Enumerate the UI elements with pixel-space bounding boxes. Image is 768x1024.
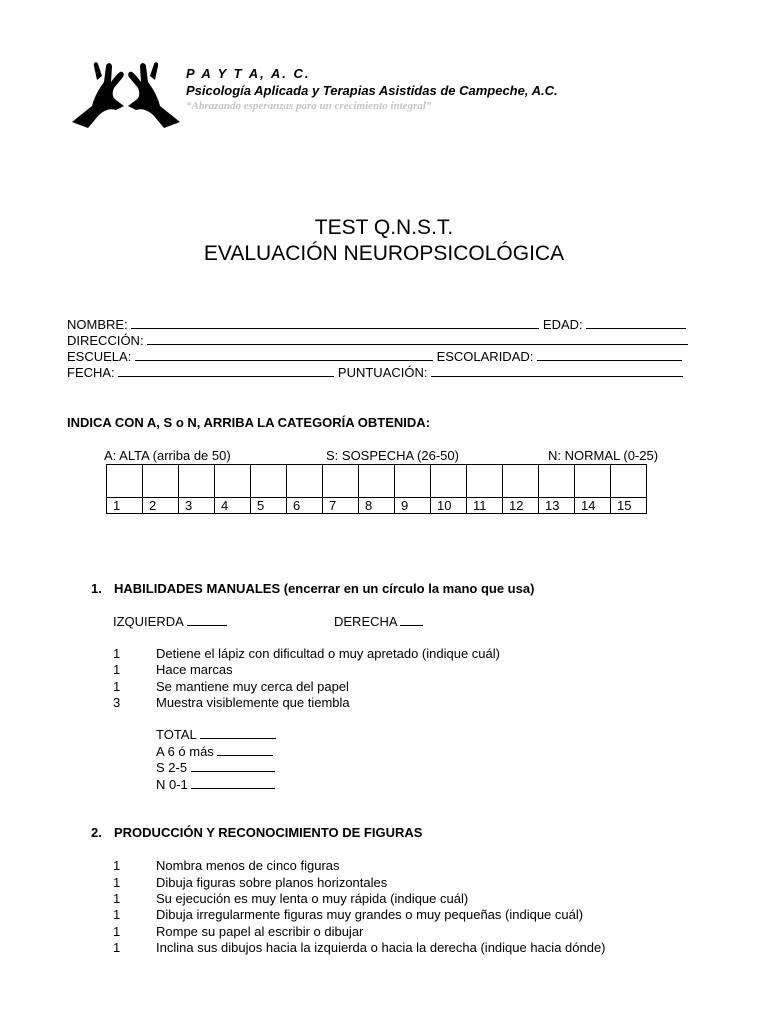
range-a-label: A 6 ó más [156,744,214,759]
category-cell[interactable] [395,465,431,498]
fecha-field[interactable] [118,365,334,377]
puntuacion-field[interactable] [431,365,683,377]
item-score: 1 [113,940,121,955]
category-number-row [107,498,647,514]
category-cell[interactable] [611,465,647,498]
nombre-label: NOMBRE: [67,317,128,332]
category-cell[interactable] [467,465,503,498]
item-score: 1 [113,679,121,694]
category-number: 3 [179,498,215,514]
escolaridad-field[interactable] [537,349,682,361]
item-score: 1 [113,907,121,922]
hands-heart-logo-icon [70,60,182,130]
category-cell[interactable] [359,465,395,498]
organization-motto: “Abrazando esperanzas para un crecimiento integral” [186,100,432,112]
category-cell[interactable] [431,465,467,498]
item-text: Rompe su papel al escribir o dibujar [156,924,364,939]
total-label: TOTAL [156,727,197,742]
item-text: Se mantiene muy cerca del papel [156,679,349,694]
section1-range-a [156,744,273,760]
category-cell[interactable] [539,465,575,498]
nombre-field[interactable] [131,317,539,329]
direccion-field[interactable] [147,333,688,345]
section1-number: 1. [91,581,102,596]
item-score: 1 [113,924,121,939]
category-answer-row [107,465,647,498]
category-cell[interactable] [143,465,179,498]
category-number: 5 [251,498,287,514]
range-a-field[interactable] [217,744,273,756]
range-s-field[interactable] [191,760,275,772]
escuela-field[interactable] [135,349,433,361]
category-number: 6 [287,498,323,514]
hand-choice-right [334,614,423,630]
category-table [106,464,647,514]
hand-choice-left [113,614,227,630]
edad-field[interactable] [586,317,686,329]
item-score: 1 [113,875,121,890]
category-number: 1 [107,498,143,514]
category-cell[interactable] [215,465,251,498]
item-text: Detiene el lápiz con dificultad o muy apretado (indique cuál) [156,646,500,661]
item-text: Su ejecución es muy lenta o muy rápida (indique cuál) [156,891,469,906]
escolaridad-label: ESCOLARIDAD: [436,349,534,364]
range-s-label: S 2-5 [156,760,188,775]
category-cell[interactable] [287,465,323,498]
item-text: Hace marcas [156,662,233,677]
category-number: 13 [539,498,575,514]
category-cell[interactable] [323,465,359,498]
category-cell[interactable] [107,465,143,498]
total-field[interactable] [200,727,276,739]
organization-acronym: P A Y T A, A. C. [186,66,311,81]
puntuacion-label: PUNTUACIÓN: [337,365,428,380]
category-number: 7 [323,498,359,514]
form-row-fecha [67,365,683,381]
range-n-field[interactable] [191,777,275,789]
item-score: 1 [113,858,121,873]
category-number: 14 [575,498,611,514]
category-cell[interactable] [575,465,611,498]
item-text: Inclina sus dibujos hacia la izquierda o hacia la derecha (indique hacia dónde) [156,940,606,955]
item-text: Muestra visiblemente que tiembla [156,695,350,710]
section2-number: 2. [91,825,102,840]
section2-title: PRODUCCIÓN Y RECONOCIMIENTO DE FIGURAS [114,825,423,840]
test-title: TEST Q.N.S.T. [314,216,454,239]
item-text: Dibuja irregularmente figuras muy grandes o muy pequeñas (indique cuál) [156,907,584,922]
category-alta-legend: A: ALTA (arriba de 50) [104,448,231,463]
category-number: 15 [611,498,647,514]
section1-range-n [156,777,275,793]
fecha-label: FECHA: [67,365,115,380]
organization-full-name: Psicología Aplicada y Terapias Asistidas de Campeche, A.C. [186,83,558,98]
section1-total [156,727,276,743]
derecha-label: DERECHA [334,614,397,629]
item-score: 1 [113,646,121,661]
izquierda-field[interactable] [187,614,227,626]
range-n-label: N 0-1 [156,777,188,792]
section1-range-s [156,760,275,776]
item-score: 1 [113,891,121,906]
form-row-nombre [67,317,686,333]
category-cell[interactable] [503,465,539,498]
category-number: 11 [467,498,503,514]
category-number: 12 [503,498,539,514]
direccion-label: DIRECCIÓN: [67,333,144,348]
category-number: 8 [359,498,395,514]
derecha-field[interactable] [400,614,423,626]
category-number: 10 [431,498,467,514]
item-text: Nombra menos de cinco figuras [156,858,340,873]
category-normal-legend: N: NORMAL (0-25) [548,448,659,463]
section1-title: HABILIDADES MANUALES (encerrar en un círculo la mano que usa) [114,581,535,596]
category-sospecha-legend: S: SOSPECHA (26-50) [326,448,459,463]
item-score: 3 [113,695,121,710]
category-number: 4 [215,498,251,514]
edad-label: EDAD: [542,317,583,332]
category-number: 9 [395,498,431,514]
test-subtitle: EVALUACIÓN NEUROPSICOLÓGICA [203,242,565,265]
category-cell[interactable] [251,465,287,498]
category-number: 2 [143,498,179,514]
item-text: Dibuja figuras sobre planos horizontales [156,875,388,890]
izquierda-label: IZQUIERDA [113,614,184,629]
category-cell[interactable] [179,465,215,498]
category-instruction: INDICA CON A, S o N, ARRIBA LA CATEGORÍA OBTENIDA: [67,415,431,430]
item-score: 1 [113,662,121,677]
escuela-label: ESCUELA: [67,349,132,364]
form-row-escuela [67,349,682,365]
form-row-direccion [67,333,688,349]
